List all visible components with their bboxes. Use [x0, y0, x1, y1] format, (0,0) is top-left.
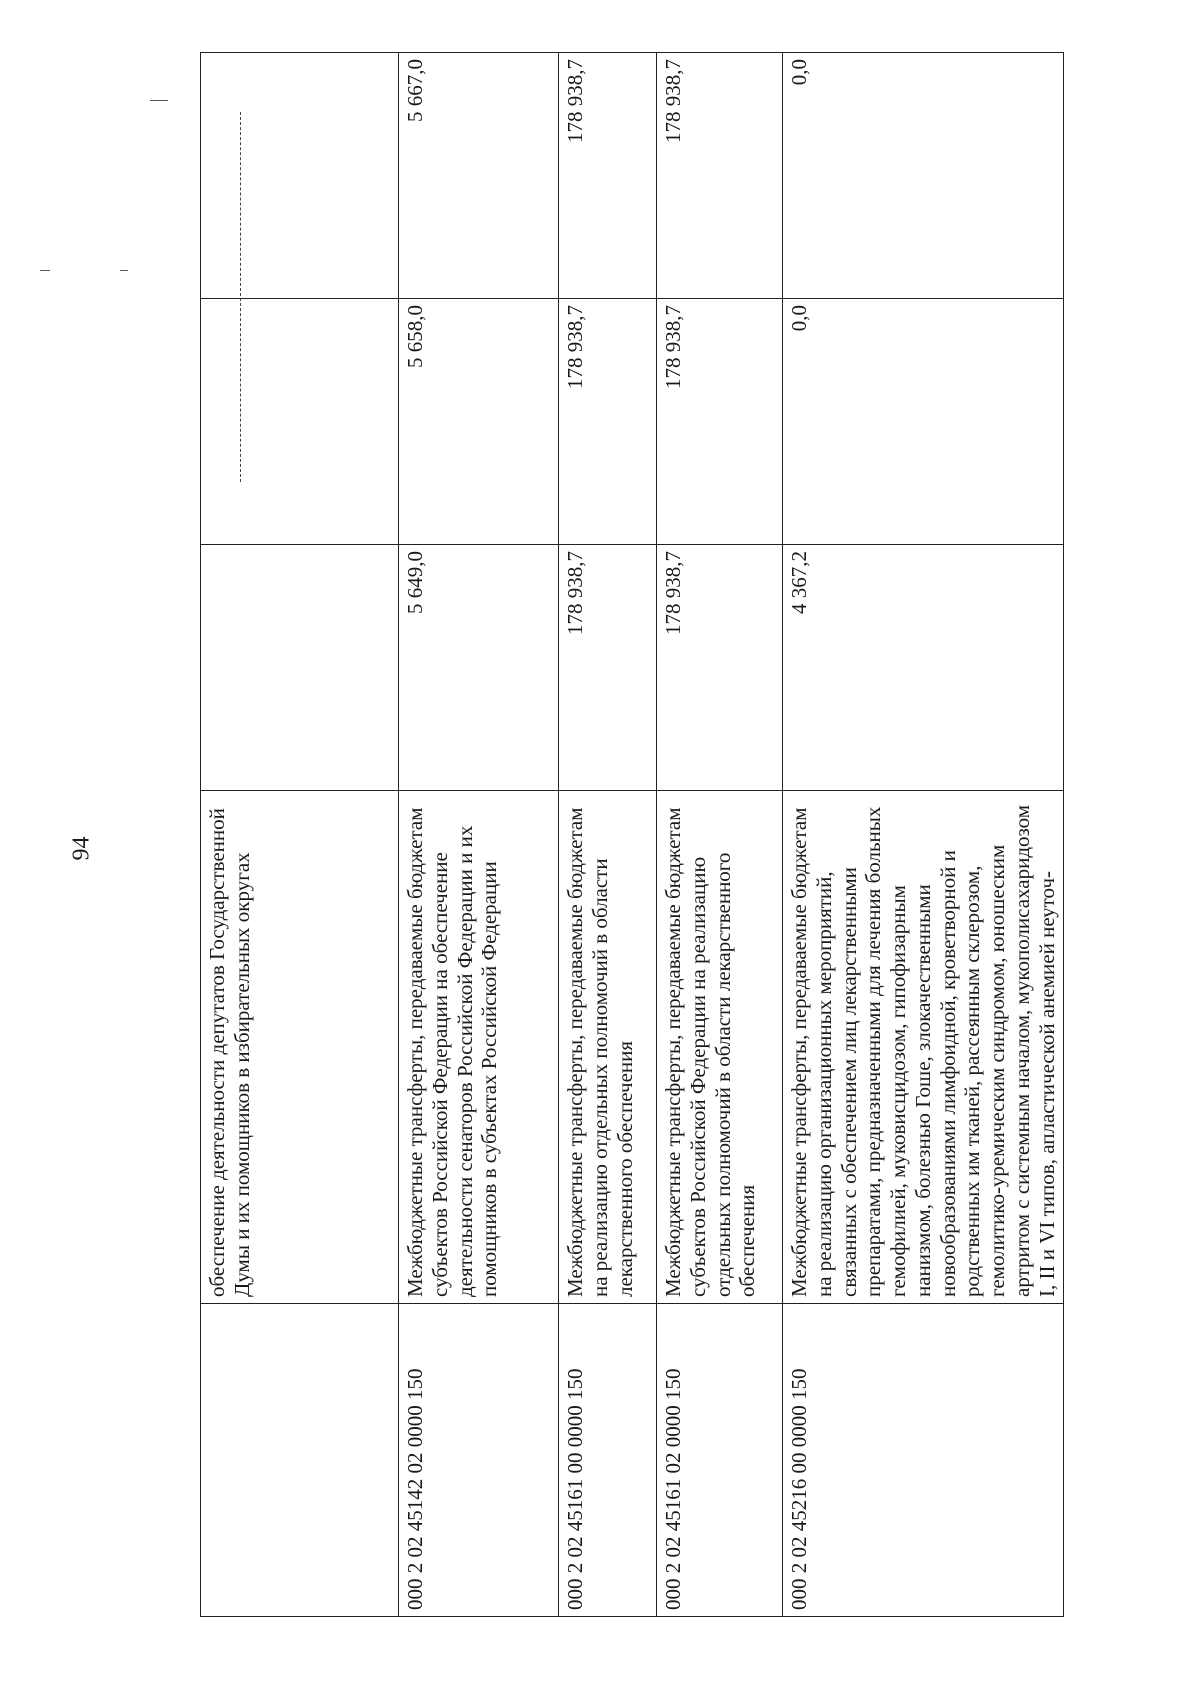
description-cell: Межбюджетные трансферты, передаваемые бюджетам на реализацию организационных мероприятий, связанных с обеспечением лиц лекарственными препаратами, предназначенными для лечения больных гемофилией, муковисцидозом, гипофизарным нанизмом, болезнью Гоше, злокачественными новообразованиями лимфоидной, кроветворной и родственных им тканей, рассеянным склерозом, гемолитико-уремическим синдромом, юношеским артритом с системным началом, мукополисахаридозом I, II и VI типов, апластической анемией неуточ- — [783, 791, 1064, 1304]
value-cell-3: 178 938,7 — [559, 53, 657, 299]
value-cell-3: 0,0 — [783, 53, 1064, 299]
table-row — [399, 53, 559, 1617]
value-cell-1: 5 649,0 — [399, 545, 559, 791]
budget-table — [200, 52, 1064, 1617]
value-cell-1: 178 938,7 — [559, 545, 657, 791]
table-row — [657, 53, 783, 1617]
dashed-guide-line — [240, 112, 241, 482]
value-cell-1: 178 938,7 — [657, 545, 783, 791]
value-cell-3 — [201, 53, 399, 299]
code-cell: 000 2 02 45216 00 0000 150 — [783, 1304, 1064, 1617]
description-cell: Межбюджетные трансферты, передаваемые бюджетам субъектов Российской Федерации на обеспечение деятельности сенаторов Российской Федерации и их помощников в субъектах Российской Федерации — [399, 791, 559, 1304]
value-cell-2: 0,0 — [783, 299, 1064, 545]
value-cell-2 — [201, 299, 399, 545]
scan-mark — [40, 270, 50, 271]
code-cell — [201, 1304, 399, 1617]
table-row — [783, 53, 1064, 1617]
page-number: 94 — [68, 836, 95, 861]
value-cell-3: 178 938,7 — [657, 53, 783, 299]
description-cell: Межбюджетные трансферты, передаваемые бюджетам субъектов Российской Федерации на реализацию отдельных полномочий в области лекарственного обеспечения — [657, 791, 783, 1304]
table-row — [201, 53, 399, 1617]
scan-mark — [150, 100, 168, 101]
value-cell-1: 4 367,2 — [783, 545, 1064, 791]
value-cell-2: 5 658,0 — [399, 299, 559, 545]
code-cell: 000 2 02 45161 00 0000 150 — [559, 1304, 657, 1617]
description-cell: обеспечение деятельности депутатов Государственной Думы и их помощников в избирательных округах — [201, 791, 399, 1304]
code-cell: 000 2 02 45161 02 0000 150 — [657, 1304, 783, 1617]
value-cell-2: 178 938,7 — [559, 299, 657, 545]
budget-table-container — [200, 59, 1060, 1617]
table-row — [559, 53, 657, 1617]
code-cell: 000 2 02 45142 02 0000 150 — [399, 1304, 559, 1617]
description-cell: Межбюджетные трансферты, передаваемые бюджетам на реализацию отдельных полномочий в области лекарственного обеспечения — [559, 791, 657, 1304]
scan-mark — [120, 270, 128, 271]
value-cell-1 — [201, 545, 399, 791]
value-cell-2: 178 938,7 — [657, 299, 783, 545]
value-cell-3: 5 667,0 — [399, 53, 559, 299]
